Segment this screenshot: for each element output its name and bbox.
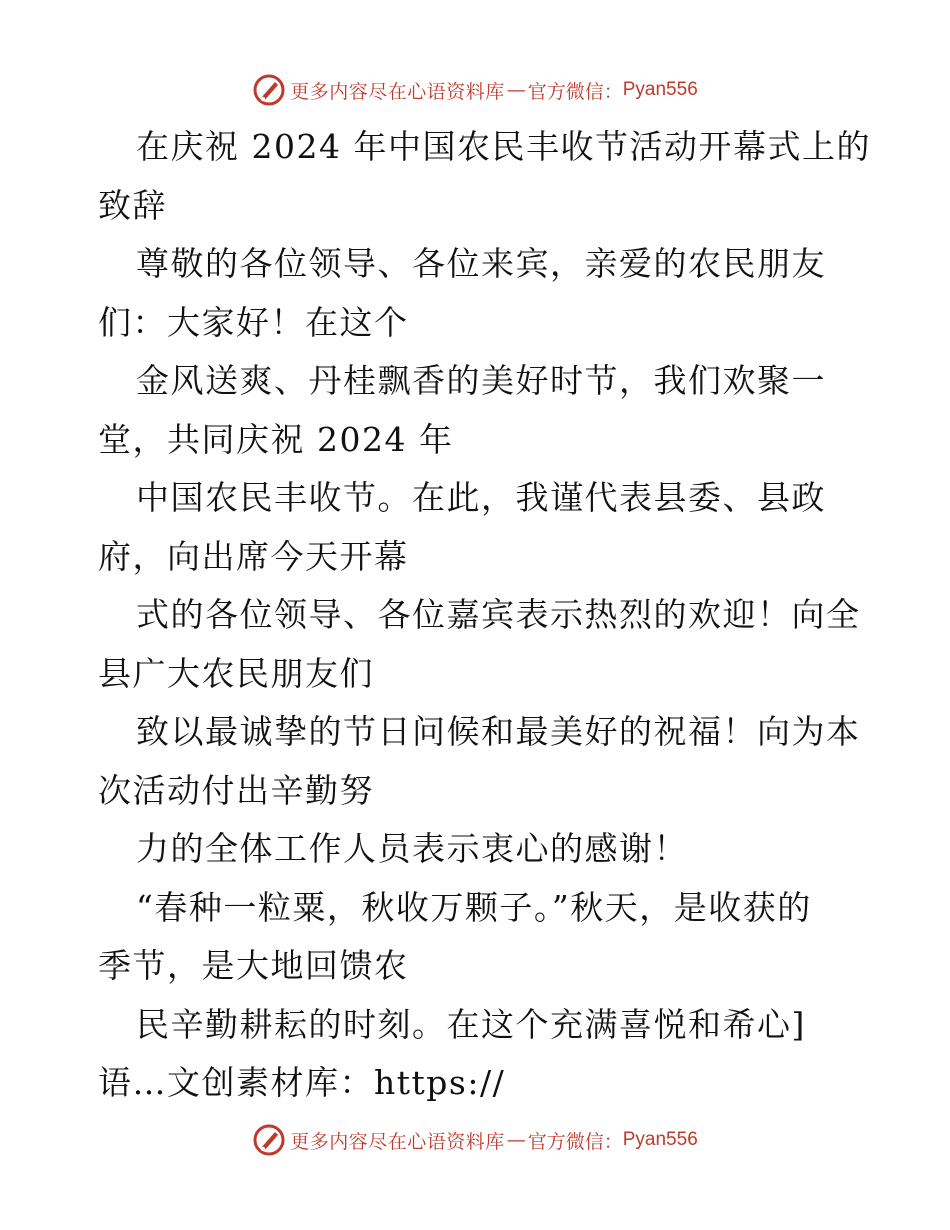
body-line: 力的全体工作人员表示衷心的感谢！: [136, 829, 688, 868]
body-line: “春种一粒粟，秋收万颗子。”秋天，是收获的: [136, 887, 812, 927]
footer-banner: [0, 1120, 950, 1160]
body-line: 式的各位领导、各位嘉宾表示热烈的欢迎！向全: [136, 595, 861, 634]
body-line: 尊敬的各位领导、各位来宾，亲爱的农民朋友: [136, 244, 826, 283]
pen-logo-icon: [252, 1123, 286, 1157]
banner-wechat-id: Pyan556: [622, 1129, 698, 1150]
banner-text: 更多内容尽在心语资料库: [290, 1130, 505, 1153]
body-line: 府，向出席今天开幕: [98, 536, 409, 576]
body-line: 致辞: [98, 185, 167, 225]
body-line: 们：大家好！在这个: [98, 302, 409, 342]
body-line: 语…文创素材库：https://: [98, 1063, 506, 1102]
body-line: 季节，是大地回馈农: [98, 946, 409, 985]
body-line: 金风送爽、丹桂飘香的美好时节，我们欢聚一: [136, 361, 826, 400]
banner-wechat-id: Pyan556: [622, 79, 698, 100]
speech-body: [98, 118, 878, 1113]
body-line: 在庆祝 2024 年中国农民丰收节活动开幕式上的: [136, 127, 871, 166]
body-line: 民辛勤耕耘的时刻。在这个充满喜悦和希心]: [136, 1004, 806, 1044]
body-line: 县广大农民朋友们: [98, 653, 374, 693]
banner-text: 更多内容尽在心语资料库: [290, 80, 505, 103]
body-line: 堂，共同庆祝 2024 年: [98, 419, 454, 459]
banner-wechat-label: 官方微信：: [527, 80, 623, 103]
header-banner: [0, 70, 950, 110]
banner-separator: —: [506, 79, 526, 101]
body-line: 中国农民丰收节。在此，我谨代表县委、县政: [136, 478, 826, 517]
banner-wechat-label: 官方微信：: [527, 1130, 623, 1153]
body-line: 次活动付出辛勤努: [98, 770, 374, 810]
banner-separator: —: [506, 1129, 526, 1151]
pen-logo-icon: [252, 73, 286, 107]
body-line: 致以最诚挚的节日问候和最美好的祝福！向为本: [136, 712, 861, 751]
